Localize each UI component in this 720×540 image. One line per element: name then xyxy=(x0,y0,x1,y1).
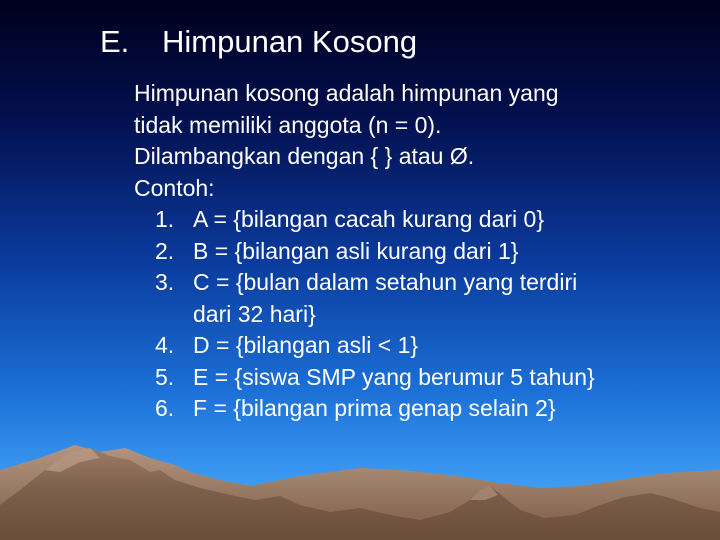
paragraph-line: tidak memiliki anggota (n = 0). xyxy=(134,111,442,138)
list-index: 6. xyxy=(155,395,175,421)
list-index: 3. xyxy=(155,269,175,295)
list-text: A = {bilangan cacah kurang dari 0} xyxy=(193,206,545,232)
list-text-continued: dari 32 hari} xyxy=(193,300,316,327)
paragraph-line: Dilambangkan dengan { } atau Ø. xyxy=(134,143,475,169)
title-text: Himpunan Kosong xyxy=(162,24,418,59)
list-text: F = {bilangan prima genap selain 2} xyxy=(193,395,556,421)
list-index: 1. xyxy=(155,206,175,232)
slide-title xyxy=(100,20,417,64)
list-text: D = {bilangan asli < 1} xyxy=(193,332,419,358)
paragraph-line: Himpunan kosong adalah himpunan yang xyxy=(134,80,559,106)
list-item xyxy=(134,393,714,425)
list-item xyxy=(134,330,714,362)
example-list xyxy=(134,204,714,425)
list-index: 5. xyxy=(155,363,175,390)
slide-body xyxy=(134,78,714,425)
list-text: E = {siswa SMP yang berumur 5 tahun} xyxy=(193,363,595,390)
list-index: 2. xyxy=(155,237,175,264)
list-index: 4. xyxy=(155,332,175,358)
list-item xyxy=(134,204,714,236)
example-heading: Contoh: xyxy=(134,174,215,201)
list-item xyxy=(134,267,714,330)
title-number: E. xyxy=(100,24,130,59)
list-item xyxy=(134,362,714,394)
list-item xyxy=(134,236,714,268)
list-text: C = {bulan dalam setahun yang terdiri xyxy=(193,269,578,295)
list-text: B = {bilangan asli kurang dari 1} xyxy=(193,237,519,264)
